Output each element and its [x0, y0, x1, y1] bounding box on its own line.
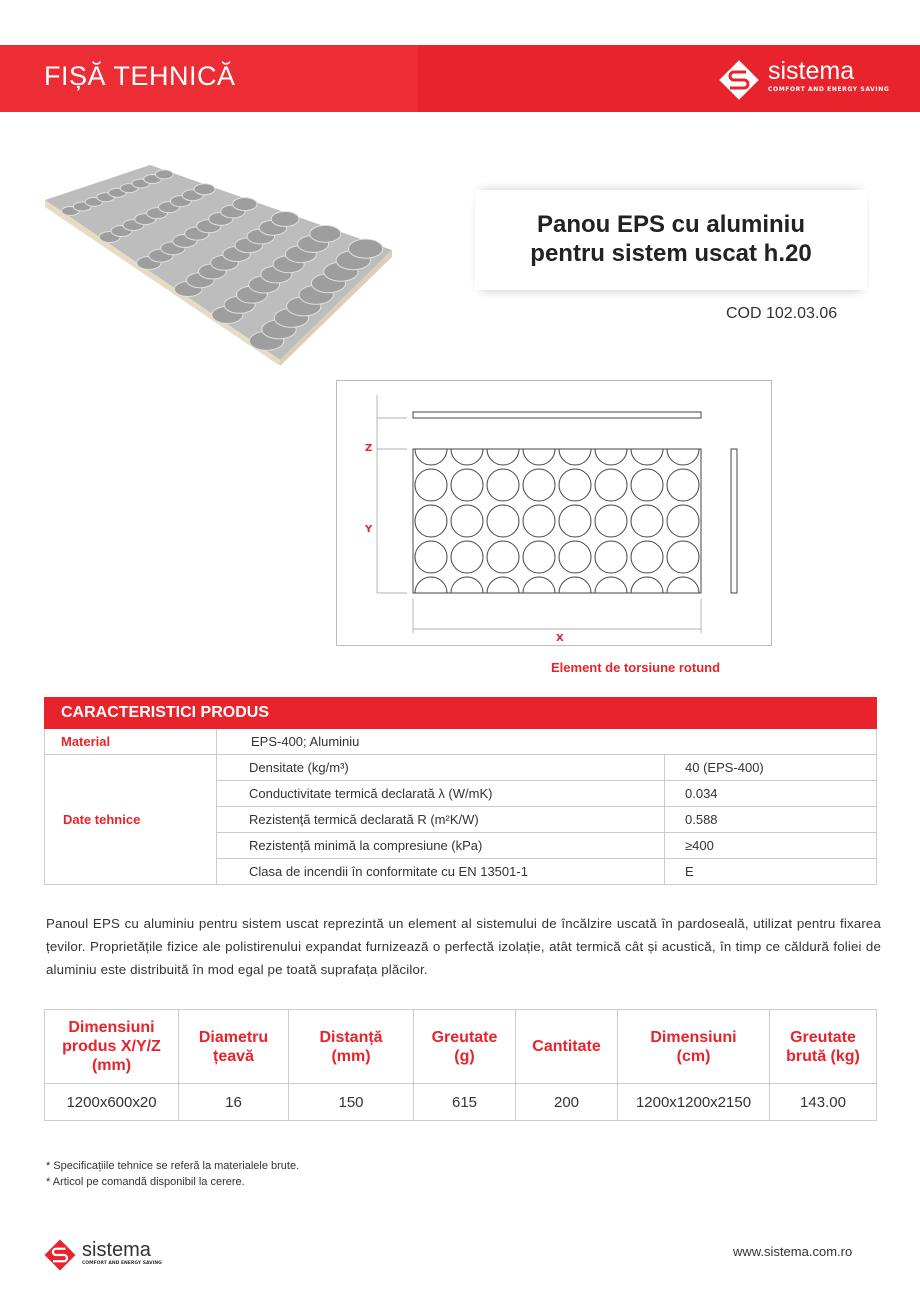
website-link[interactable]: www.sistema.com.ro [733, 1244, 853, 1259]
boss-circle [631, 541, 663, 573]
boss-circle [415, 505, 447, 537]
dim-value: 1200x1200x2150 [618, 1084, 770, 1121]
spec-value: 40 (EPS-400) [665, 755, 877, 781]
dim-value: 200 [516, 1084, 618, 1121]
boss-shape [271, 211, 299, 226]
boss-circle [595, 541, 627, 573]
dim-header: Cantitate [516, 1010, 618, 1084]
spec-name: Conductivitate termică declarată λ (W/mK) [217, 781, 665, 807]
boss-shape [310, 225, 341, 242]
boss-circle [487, 505, 519, 537]
dimensions-table [44, 1009, 877, 1121]
label-x: X [556, 633, 564, 644]
material-value: EPS-400; Aluminiu [217, 729, 877, 755]
tech-label: Date tehnice [45, 755, 217, 885]
boss-circle [451, 541, 483, 573]
dim-value: 16 [179, 1084, 289, 1121]
boss-circle [667, 469, 699, 501]
dim-header: Distanță (mm) [289, 1010, 414, 1084]
boss-circle [667, 505, 699, 537]
specs-heading: CARACTERISTICI PRODUS [45, 698, 877, 729]
spec-name: Rezistență minimă la compresiune (kPa) [217, 833, 665, 859]
dim-header: Diametru țeavă [179, 1010, 289, 1084]
brand-logo: sistema COMFORT AND ENERGY SAVING [716, 57, 762, 107]
boss-circle [415, 469, 447, 501]
boss-shape [233, 198, 257, 211]
drawing-caption: Element de torsiune rotund [551, 660, 721, 675]
product-title-line1: Panou EPS cu aluminiu [536, 211, 806, 238]
spec-value: ≥400 [665, 833, 877, 859]
header-bar [0, 45, 920, 112]
sistema-logo-icon [42, 1237, 78, 1273]
footnote: * Articol pe comandă disponibil la cerere. [46, 1176, 245, 1188]
boss-circle [523, 505, 555, 537]
label-z: Z [365, 443, 373, 454]
dim-header: Dimensiuni produs X/Y/Z (mm) [45, 1010, 179, 1084]
spec-name: Clasa de incendii în conformitate cu EN 13501-1 [217, 859, 665, 885]
boss-circle [595, 505, 627, 537]
spec-value: 0.034 [665, 781, 877, 807]
spec-value: E [665, 859, 877, 885]
material-label: Material [45, 729, 217, 755]
boss-circle [559, 505, 591, 537]
boss-circle [487, 469, 519, 501]
spec-name: Densitate (kg/m³) [217, 755, 665, 781]
dim-value: 143.00 [770, 1084, 877, 1121]
footnote: * Specificațiile tehnice se referă la materialele brute. [46, 1160, 300, 1172]
dim-header: Dimensiuni (cm) [618, 1010, 770, 1084]
dim-header: Greutate brută (kg) [770, 1010, 877, 1084]
boss-circle [523, 469, 555, 501]
boss-circle [631, 505, 663, 537]
spec-value: 0.588 [665, 807, 877, 833]
technical-drawing [336, 380, 772, 646]
boss-circle [559, 469, 591, 501]
footnotes [46, 1158, 299, 1190]
boss-circle [487, 541, 519, 573]
boss-circle [667, 541, 699, 573]
boss-circle [631, 469, 663, 501]
boss-shape [194, 184, 215, 195]
product-title-line2: pentru sistem uscat h.20 [530, 240, 812, 267]
spec-name: Rezistență termică declarată R (m²K/W) [217, 807, 665, 833]
boss-circle [523, 541, 555, 573]
boss-circle [451, 469, 483, 501]
label-y: Y [365, 524, 373, 535]
product-code: COD 102.03.06 [726, 305, 838, 322]
boss-shape [155, 170, 173, 179]
boss-circle [415, 541, 447, 573]
dim-value: 1200x600x20 [45, 1084, 179, 1121]
dim-header: Greutate (g) [414, 1010, 516, 1084]
specs-table [44, 697, 877, 885]
product-title-box [475, 190, 867, 290]
product-description: Panoul EPS cu aluminiu pentru sistem uscat reprezintă un element al sistemului de încălzire uscată în pardoseală, utilizat pentru fixarea țevilor. Proprietățile fizice ale polistirenului expandat furnizează o perfectă izolație, atât termică cât și acustică, în timp ce căldură foliei de aluminiu este distribuită în mod egal pe toată suprafața plăcilor. [46, 916, 881, 977]
boss-shape [348, 239, 382, 258]
boss-circle [595, 469, 627, 501]
document-title: FIȘĂ TEHNICĂ [44, 61, 236, 91]
boss-circle [559, 541, 591, 573]
dim-value: 150 [289, 1084, 414, 1121]
boss-circle [451, 505, 483, 537]
sistema-logo-icon [716, 57, 762, 103]
dim-value: 615 [414, 1084, 516, 1121]
product-image [40, 160, 400, 365]
footer-logo: sistema COMFORT AND ENERGY SAVING [42, 1237, 78, 1277]
